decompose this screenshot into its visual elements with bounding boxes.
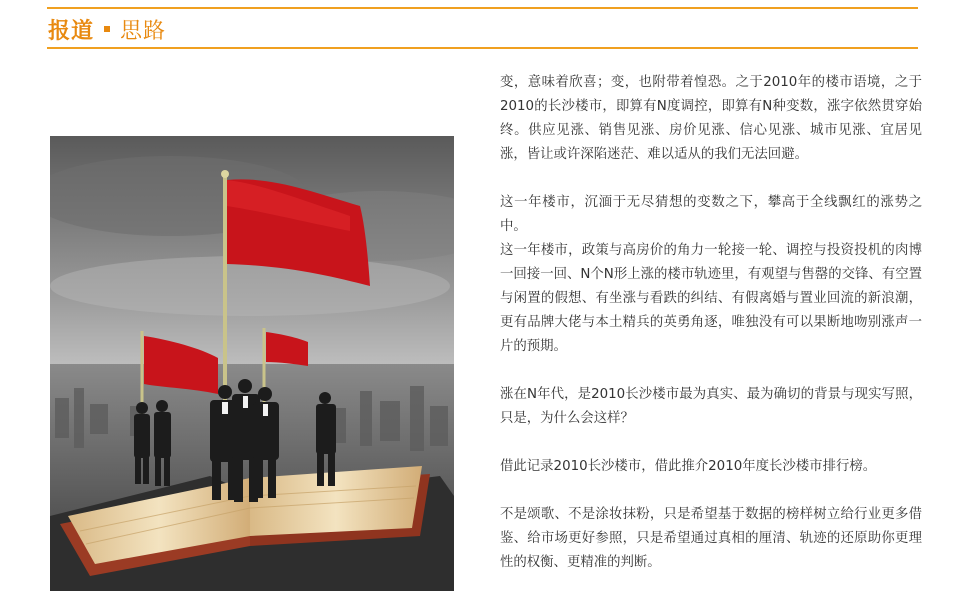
article-paragraph: 借此记录2010长沙楼市，借此推介2010年度长沙楼市排行榜。 [500, 459, 877, 474]
section-title-sub: 思路 [120, 18, 167, 44]
header-top-rule [47, 7, 918, 9]
article-paragraph: 不是颂歌、不是涂妆抹粉，只是希望基于数据的榜样树立给行业更多借鉴、给市场更好参照，只是希望通过真相的厘清、轨迹的还原助你更理性的权衡、更精准的判断。 [500, 507, 922, 570]
header-bottom-rule [47, 47, 918, 49]
section-header [48, 13, 166, 45]
title-separator-dot [104, 26, 110, 32]
paragraph-gap [500, 431, 922, 455]
article-paragraph: 这一年楼市，沉湎于无尽猜想的变数之下，攀高于全线飘红的涨势之中。 [500, 195, 922, 234]
article-paragraph: 涨在N年代，是2010长沙楼市最为真实、最为确切的背景与现实写照，只是，为什么会这样？ [500, 387, 922, 426]
paragraph-gap [500, 479, 922, 503]
article-body [500, 71, 922, 575]
feature-illustration [50, 136, 454, 591]
section-title-main: 报道 [48, 18, 95, 44]
article-paragraph: 这一年楼市，政策与高房价的角力一轮接一轮、调控与投资投机的肉博一回接一回、N个N形上涨的楼市轨迹里，有观望与售罄的交锋、有空置与闲置的假想、有坐涨与看跌的纠结、有假离婚与置业回流的新浪潮，更有品牌大佬与本土精兵的英勇角逐，唯独没有可以果断地吻别涨声一片的预期。 [500, 243, 922, 354]
article-paragraph: 变，意味着欣喜；变，也附带着惶恐。之于2010年的楼市语境，之于2010的长沙楼市，即算有N度调控，即算有N种变数，涨字依然贯穿始终。供应见涨、销售见涨、房价见涨、信心见涨、城市见涨、宜居见涨，皆让或许深陷迷茫、难以适从的我们无法回避。 [500, 75, 922, 162]
paragraph-gap [500, 167, 922, 191]
paragraph-gap [500, 359, 922, 383]
